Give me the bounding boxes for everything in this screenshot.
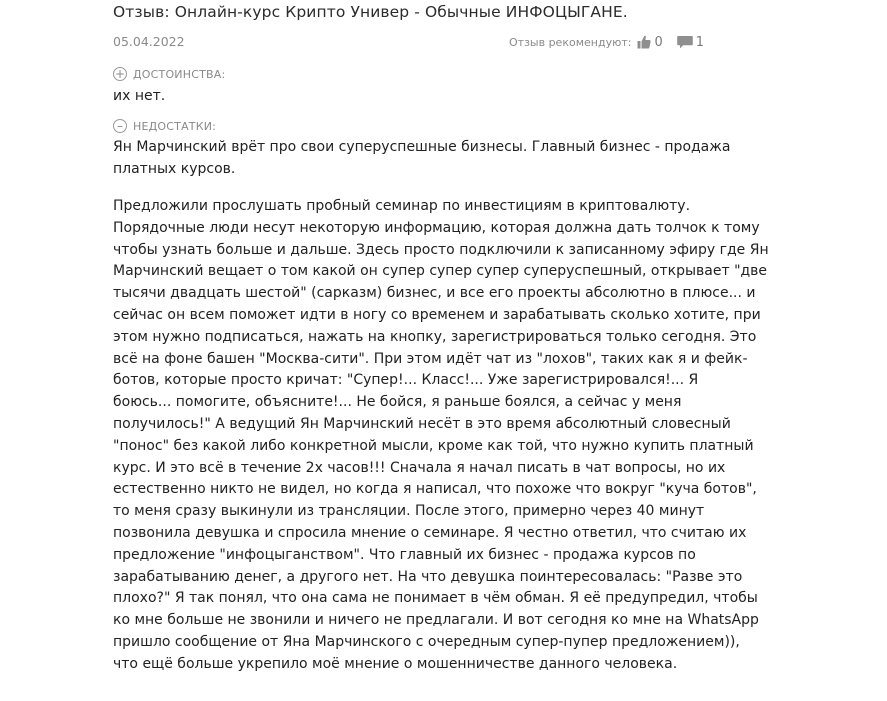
body-line: сейчас он всем поможет идти в ногу со временем и зарабатывать сколько хотите, при xyxy=(113,306,761,323)
body-line: "понос" без какой либо конкретной мысли, кроме как той, что нужно купить платный xyxy=(113,437,754,454)
body-line: Порядочные люди несут некоторую информацию, которая должна дать толчок к тому xyxy=(113,219,760,236)
body-line: что ещё больше укрепило моё мнение о мошенничестве данного человека. xyxy=(113,655,678,672)
cons-line: Ян Марчинский врёт про свои суперуспешные бизнесы. Главный бизнес - продажа xyxy=(113,139,731,155)
pros-label: ДОСТОИНСТВА: xyxy=(133,67,226,81)
body-line: всё на фоне башен "Москва-сити". При этом идёт чат из "лохов", таких как я и фейк- xyxy=(113,350,748,367)
review-date: 05.04.2022 xyxy=(113,34,185,49)
like-button[interactable] xyxy=(637,35,662,50)
comments-button[interactable] xyxy=(677,35,704,50)
cons-line: платных курсов. xyxy=(113,161,236,177)
minus-circle-icon: – xyxy=(113,119,127,133)
review-title: Отзыв: Онлайн-курс Крипто Универ - Обычные ИНФОЦЫГАНЕ. xyxy=(113,3,628,21)
body-line: курс. И это всё в течение 2х часов!!! Сначала я начал писать в чат вопросы, но их xyxy=(113,459,726,476)
pros-text: их нет. xyxy=(113,88,166,104)
body-line: ко мне больше не звонили и ничего не предлагали. И вот сегодня ко мне на WhatsApp xyxy=(113,612,759,629)
body-line: получилось!" А ведущий Ян Марчинский несёт в это время абсолютный словесный xyxy=(113,415,731,432)
body-line: ботов, которые просто кричат: "Супер!... Класс!... Уже зарегистрировался!... Я xyxy=(113,372,699,389)
cons-label: НЕДОСТАТКИ: xyxy=(133,119,217,133)
body-line: зарабатыванию денег, а другого нет. На что девушка поинтересовалась: "Разве это xyxy=(113,568,743,585)
recommend-label: Отзыв рекомендуют: xyxy=(509,35,632,49)
comment-icon xyxy=(677,35,696,49)
cons-text xyxy=(113,136,731,180)
body-line: этом нужно подписаться, нажать на кнопку, зарегистрироваться только сегодня. Это xyxy=(113,328,757,345)
body-line: чтобы узнать больше и дальше. Здесь просто подключили к записанному эфиру где Ян xyxy=(113,241,769,258)
recommend-block xyxy=(509,33,718,51)
plus-circle-icon: + xyxy=(114,67,126,81)
review-meta xyxy=(113,33,713,53)
body-line: плохо?" Я так понял, что она сама не понимает в чём обман. Я её предупредил, чтобы xyxy=(113,590,758,607)
body-line: тысячи двадцать шестой" (сарказм) бизнес, и все его проекты абсолютно в плюсе... и xyxy=(113,285,756,302)
body-line: позвонила девушка и спросила мнение о семинаре. Я честно ответил, что считаю их xyxy=(113,524,747,541)
like-count: 0 xyxy=(654,34,663,50)
review-body xyxy=(113,196,769,676)
body-line: Марчинский вещает о том какой он супер супер супер суперуспешный, открывает "две xyxy=(113,263,768,280)
body-line: боюсь... помогите, объясните!... Не бойся, я раньше боялся, а сейчас у меня xyxy=(113,394,682,411)
body-line: то меня сразу выкинули из трансляции. После этого, примерно через 40 минут xyxy=(113,503,705,520)
comment-count: 1 xyxy=(695,34,705,50)
body-line: пришло сообщение от Яна Марчинского с очередным супер-пупер предложением)), xyxy=(113,633,740,650)
pros-header xyxy=(113,66,225,82)
body-line: предложение "инфоцыганством". Что главный их бизнес - продажа курсов по xyxy=(113,546,696,563)
cons-header xyxy=(113,118,216,134)
thumbs-up-icon xyxy=(637,35,654,49)
body-line: Предложили прослушать пробный семинар по инвестициям в криптовалюту. xyxy=(113,198,691,214)
body-line: естественно никто не видел, но когда я написал, что похоже что вокруг "куча ботов", xyxy=(113,481,757,498)
